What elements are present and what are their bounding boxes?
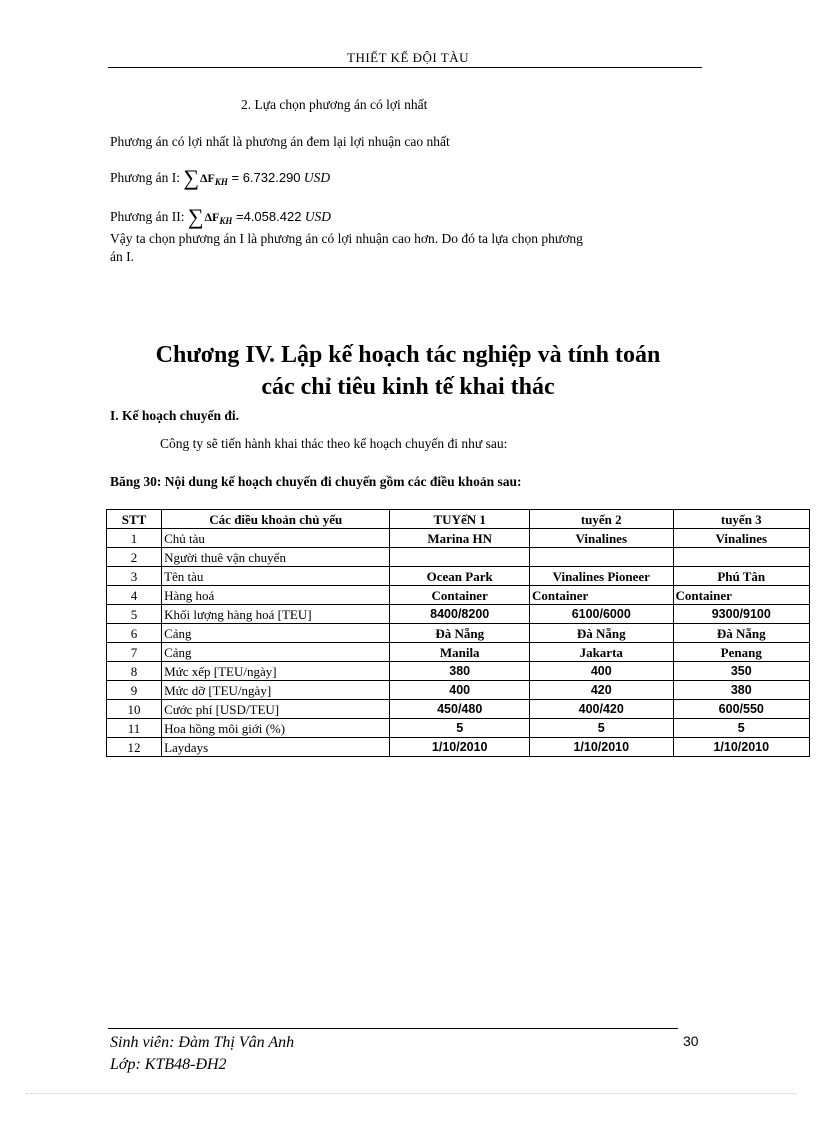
header-route-2: tuyến 2 bbox=[529, 510, 673, 529]
chapter-title-line-1: Chương IV. Lập kế hoạch tác nghiệp và tính toán bbox=[155, 342, 661, 368]
cell-route-2: Vinalines bbox=[529, 529, 673, 548]
sum-symbol: ∑ bbox=[187, 204, 204, 229]
cell-route-3: Phú Tân bbox=[673, 567, 809, 586]
page-number: 30 bbox=[683, 1033, 699, 1049]
footer-divider bbox=[108, 1028, 678, 1029]
table-row bbox=[107, 548, 810, 567]
cell-route-3: Vinalines bbox=[673, 529, 809, 548]
cell-term: Cảng bbox=[162, 624, 390, 643]
cell-route-2: 6100/6000 bbox=[529, 605, 673, 624]
header-terms: Các điều khoản chủ yếu bbox=[162, 510, 390, 529]
table-row bbox=[107, 586, 810, 605]
cell-route-3: Container bbox=[673, 586, 809, 605]
header-divider bbox=[108, 67, 702, 68]
subscript: KH bbox=[214, 177, 228, 187]
cell-route-3: 380 bbox=[673, 681, 809, 700]
cell-stt: 1 bbox=[107, 529, 162, 548]
cell-route-3: 600/550 bbox=[673, 700, 809, 719]
section-intro: Phương án có lợi nhất là phương án đem lại lợi nhuận cao nhất bbox=[110, 134, 450, 149]
option-1-unit: USD bbox=[303, 170, 331, 185]
cell-term: Hàng hoá bbox=[162, 586, 390, 605]
subscript: KH bbox=[219, 216, 233, 226]
footer-student: Sinh viên: Đàm Thị Vân Anh bbox=[110, 1034, 295, 1051]
cell-stt: 2 bbox=[107, 548, 162, 567]
option-1-label: Phương án I: bbox=[110, 170, 180, 185]
table-caption: Băng 30: Nội dung kế hoạch chuyến đi chuyến gồm các điều khoản sau: bbox=[110, 474, 522, 489]
cell-route-3: 1/10/2010 bbox=[673, 738, 809, 757]
cell-stt: 7 bbox=[107, 643, 162, 662]
table-row bbox=[107, 700, 810, 719]
cell-route-1: Marina HN bbox=[390, 529, 530, 548]
page-header-title: THIẾT KẾ ĐỘI TÀU bbox=[347, 50, 469, 65]
cell-term: Hoa hồng môi giới (%) bbox=[162, 719, 390, 738]
cell-stt: 8 bbox=[107, 662, 162, 681]
cell-route-2: Đà Nẵng bbox=[529, 624, 673, 643]
voyage-terms-table bbox=[106, 509, 810, 757]
section-heading: 2. Lựa chọn phương án có lợi nhất bbox=[241, 97, 428, 112]
table-row bbox=[107, 662, 810, 681]
cell-term: Cước phí [USD/TEU] bbox=[162, 700, 390, 719]
cell-route-3: 350 bbox=[673, 662, 809, 681]
table-row bbox=[107, 567, 810, 586]
delta-symbol: ΔF bbox=[200, 171, 215, 185]
cell-stt: 5 bbox=[107, 605, 162, 624]
cell-term: Mức xếp [TEU/ngày] bbox=[162, 662, 390, 681]
cell-route-1: 450/480 bbox=[390, 700, 530, 719]
cell-route-2: Vinalines Pioneer bbox=[529, 567, 673, 586]
conclusion-line-1: Vậy ta chọn phương án I là phương án có lợi nhuận cao hơn. Do đó ta lựa chọn phương bbox=[110, 231, 583, 246]
cell-term: Khối lượng hàng hoá [TEU] bbox=[162, 605, 390, 624]
cell-route-2 bbox=[529, 548, 673, 567]
cell-route-2: Container bbox=[529, 586, 673, 605]
table-row bbox=[107, 738, 810, 757]
cell-route-2: 420 bbox=[529, 681, 673, 700]
option-1-formula bbox=[110, 162, 330, 188]
cell-stt: 10 bbox=[107, 700, 162, 719]
table-header-row bbox=[107, 510, 810, 529]
table-row bbox=[107, 681, 810, 700]
cell-route-2: Jakarta bbox=[529, 643, 673, 662]
footer-class: Lớp: KTB48-ĐH2 bbox=[110, 1056, 227, 1073]
option-2-value: =4.058.422 bbox=[232, 209, 302, 224]
option-2-label: Phương án II: bbox=[110, 209, 185, 224]
cell-route-1 bbox=[390, 548, 530, 567]
cell-route-3 bbox=[673, 548, 809, 567]
cell-route-3: Penang bbox=[673, 643, 809, 662]
delta-symbol: ΔF bbox=[204, 210, 220, 224]
cell-stt: 6 bbox=[107, 624, 162, 643]
cell-route-2: 1/10/2010 bbox=[529, 738, 673, 757]
cell-route-3: Đà Nẵng bbox=[673, 624, 809, 643]
header-route-3: tuyến 3 bbox=[673, 510, 809, 529]
header-route-1: TUYếN 1 bbox=[390, 510, 530, 529]
table-row bbox=[107, 643, 810, 662]
cell-term: Chủ tàu bbox=[162, 529, 390, 548]
conclusion-line-2: án I. bbox=[110, 249, 134, 264]
cell-stt: 9 bbox=[107, 681, 162, 700]
cell-stt: 4 bbox=[107, 586, 162, 605]
cell-route-1: 1/10/2010 bbox=[390, 738, 530, 757]
cell-route-1: Đà Nẵng bbox=[390, 624, 530, 643]
cell-stt: 3 bbox=[107, 567, 162, 586]
table-row bbox=[107, 605, 810, 624]
header-stt: STT bbox=[107, 510, 162, 529]
section-plan-heading: I. Kế hoạch chuyến đi. bbox=[110, 408, 240, 423]
cell-term: Cảng bbox=[162, 643, 390, 662]
cell-term: Laydays bbox=[162, 738, 390, 757]
cell-term: Mức dỡ [TEU/ngày] bbox=[162, 681, 390, 700]
cell-route-1: Ocean Park bbox=[390, 567, 530, 586]
chapter-title-line-2: các chỉ tiêu kinh tế khai thác bbox=[261, 374, 555, 400]
option-2-formula bbox=[110, 201, 331, 227]
table-row bbox=[107, 719, 810, 738]
cell-route-3: 5 bbox=[673, 719, 809, 738]
sum-symbol: ∑ bbox=[183, 165, 200, 190]
cell-route-2: 5 bbox=[529, 719, 673, 738]
option-2-unit: USD bbox=[304, 209, 332, 224]
cell-route-1: 380 bbox=[390, 662, 530, 681]
cell-term: Người thuê vận chuyển bbox=[162, 548, 390, 567]
option-1-value: = 6.732.290 bbox=[227, 170, 301, 185]
cell-stt: 11 bbox=[107, 719, 162, 738]
cell-term: Tên tàu bbox=[162, 567, 390, 586]
cell-route-1: 5 bbox=[390, 719, 530, 738]
page-bottom-edge bbox=[26, 1093, 796, 1094]
table-row bbox=[107, 529, 810, 548]
cell-route-2: 400 bbox=[529, 662, 673, 681]
section-plan-intro: Công ty sẽ tiến hành khai thác theo kế hoạch chuyến đi như sau: bbox=[160, 436, 508, 451]
cell-route-2: 400/420 bbox=[529, 700, 673, 719]
cell-stt: 12 bbox=[107, 738, 162, 757]
cell-route-1: 400 bbox=[390, 681, 530, 700]
cell-route-1: Container bbox=[390, 586, 530, 605]
cell-route-1: Manila bbox=[390, 643, 530, 662]
table-row bbox=[107, 624, 810, 643]
cell-route-1: 8400/8200 bbox=[390, 605, 530, 624]
cell-route-3: 9300/9100 bbox=[673, 605, 809, 624]
